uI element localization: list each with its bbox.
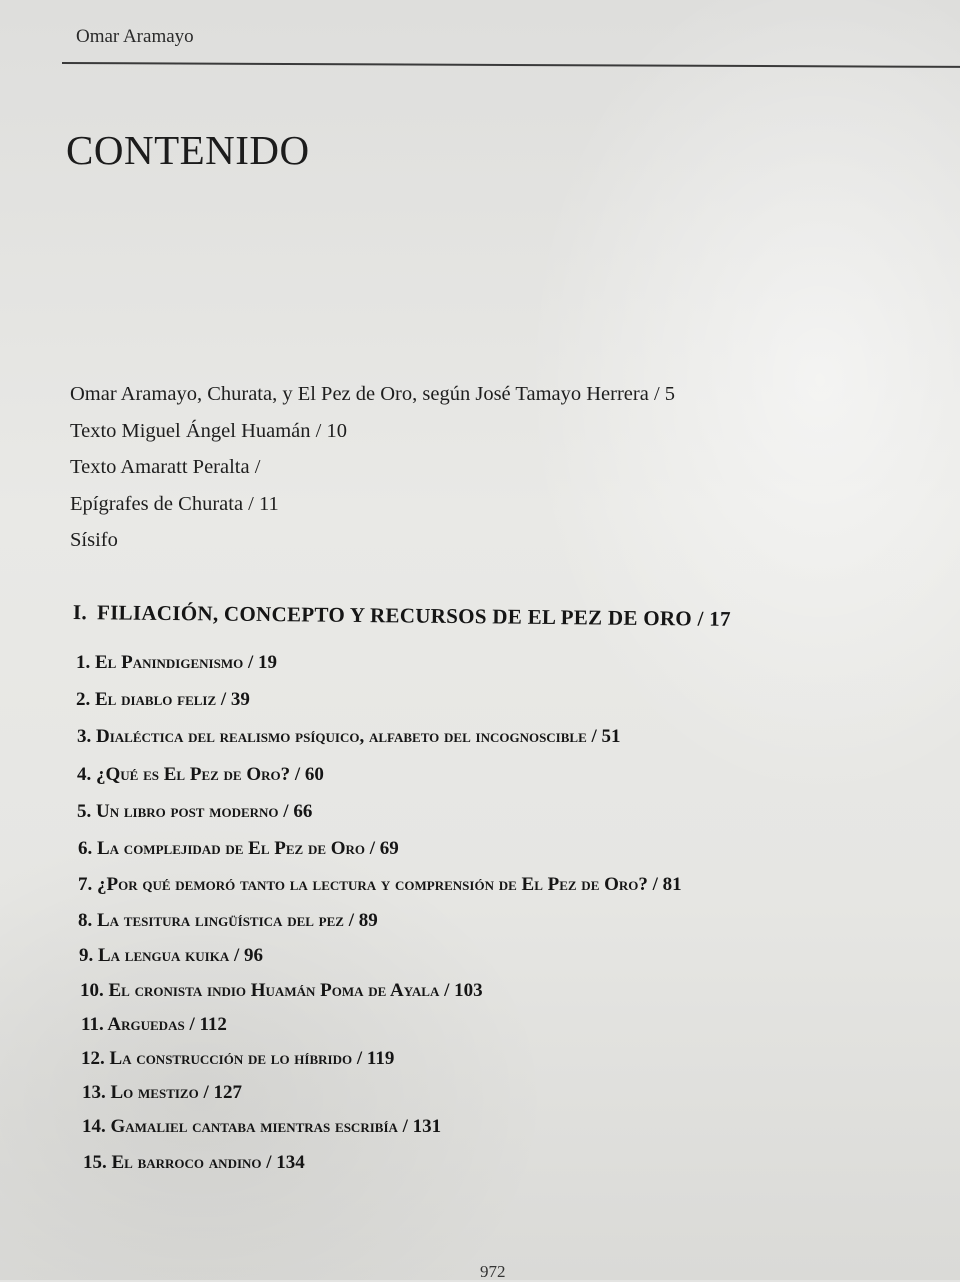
running-head: Omar Aramayo	[76, 26, 194, 47]
chapter-entry: 7. ¿Por qué demoró tanto la lectura y comprensión de El Pez de Oro? / 81	[78, 874, 682, 895]
chapter-entry: 6. La complejidad de El Pez de Oro / 69	[78, 838, 399, 859]
chapter-entry: 14. Gamaliel cantaba mientras escribía / 131	[82, 1116, 442, 1137]
chapter-entry: 5. Un libro post moderno / 66	[77, 801, 313, 822]
chapter-entry: 13. Lo mestizo / 127	[82, 1082, 242, 1103]
chapter-entry: 3. Dialéctica del realismo psíquico, alfabeto del incognoscible / 51	[77, 726, 621, 747]
chapter-entry: 12. La construcción de lo híbrido / 119	[81, 1048, 395, 1069]
page-title: CONTENIDO	[66, 127, 310, 173]
section-number: I.	[72, 600, 88, 625]
intro-entry: Sísifo	[70, 529, 118, 551]
chapter-entry: 10. El cronista indio Huamán Poma de Ayala / 103	[80, 980, 483, 1001]
chapter-entry: 9. La lengua kuika / 96	[79, 945, 264, 966]
chapter-entry: 4. ¿Qué es El Pez de Oro? / 60	[77, 764, 324, 785]
section-title: FILIACIÓN, CONCEPTO Y RECURSOS DE EL PEZ DE ORO / 17	[96, 600, 731, 631]
chapter-entry: 11. Arguedas / 112	[81, 1014, 227, 1035]
intro-list	[70, 380, 675, 563]
intro-entry: Epígrafes de Churata / 11	[70, 492, 279, 515]
header-rule	[62, 62, 960, 68]
chapter-entry: 2. El diablo feliz / 39	[76, 689, 250, 710]
intro-entry: Texto Miguel Ángel Huamán / 10	[70, 419, 347, 442]
intro-entry: Texto Amaratt Peralta /	[70, 456, 261, 478]
chapter-entry: 15. El barroco andino / 134	[83, 1152, 305, 1173]
section-heading	[73, 600, 731, 632]
chapter-entry: 1. El Panindigenismo / 19	[76, 652, 277, 673]
page-number: 972	[480, 1262, 506, 1281]
chapter-entry: 8. La tesitura lingüística del pez / 89	[78, 910, 378, 931]
intro-entry: Omar Aramayo, Churata, y El Pez de Oro, según José Tamayo Herrera / 5	[70, 383, 676, 405]
